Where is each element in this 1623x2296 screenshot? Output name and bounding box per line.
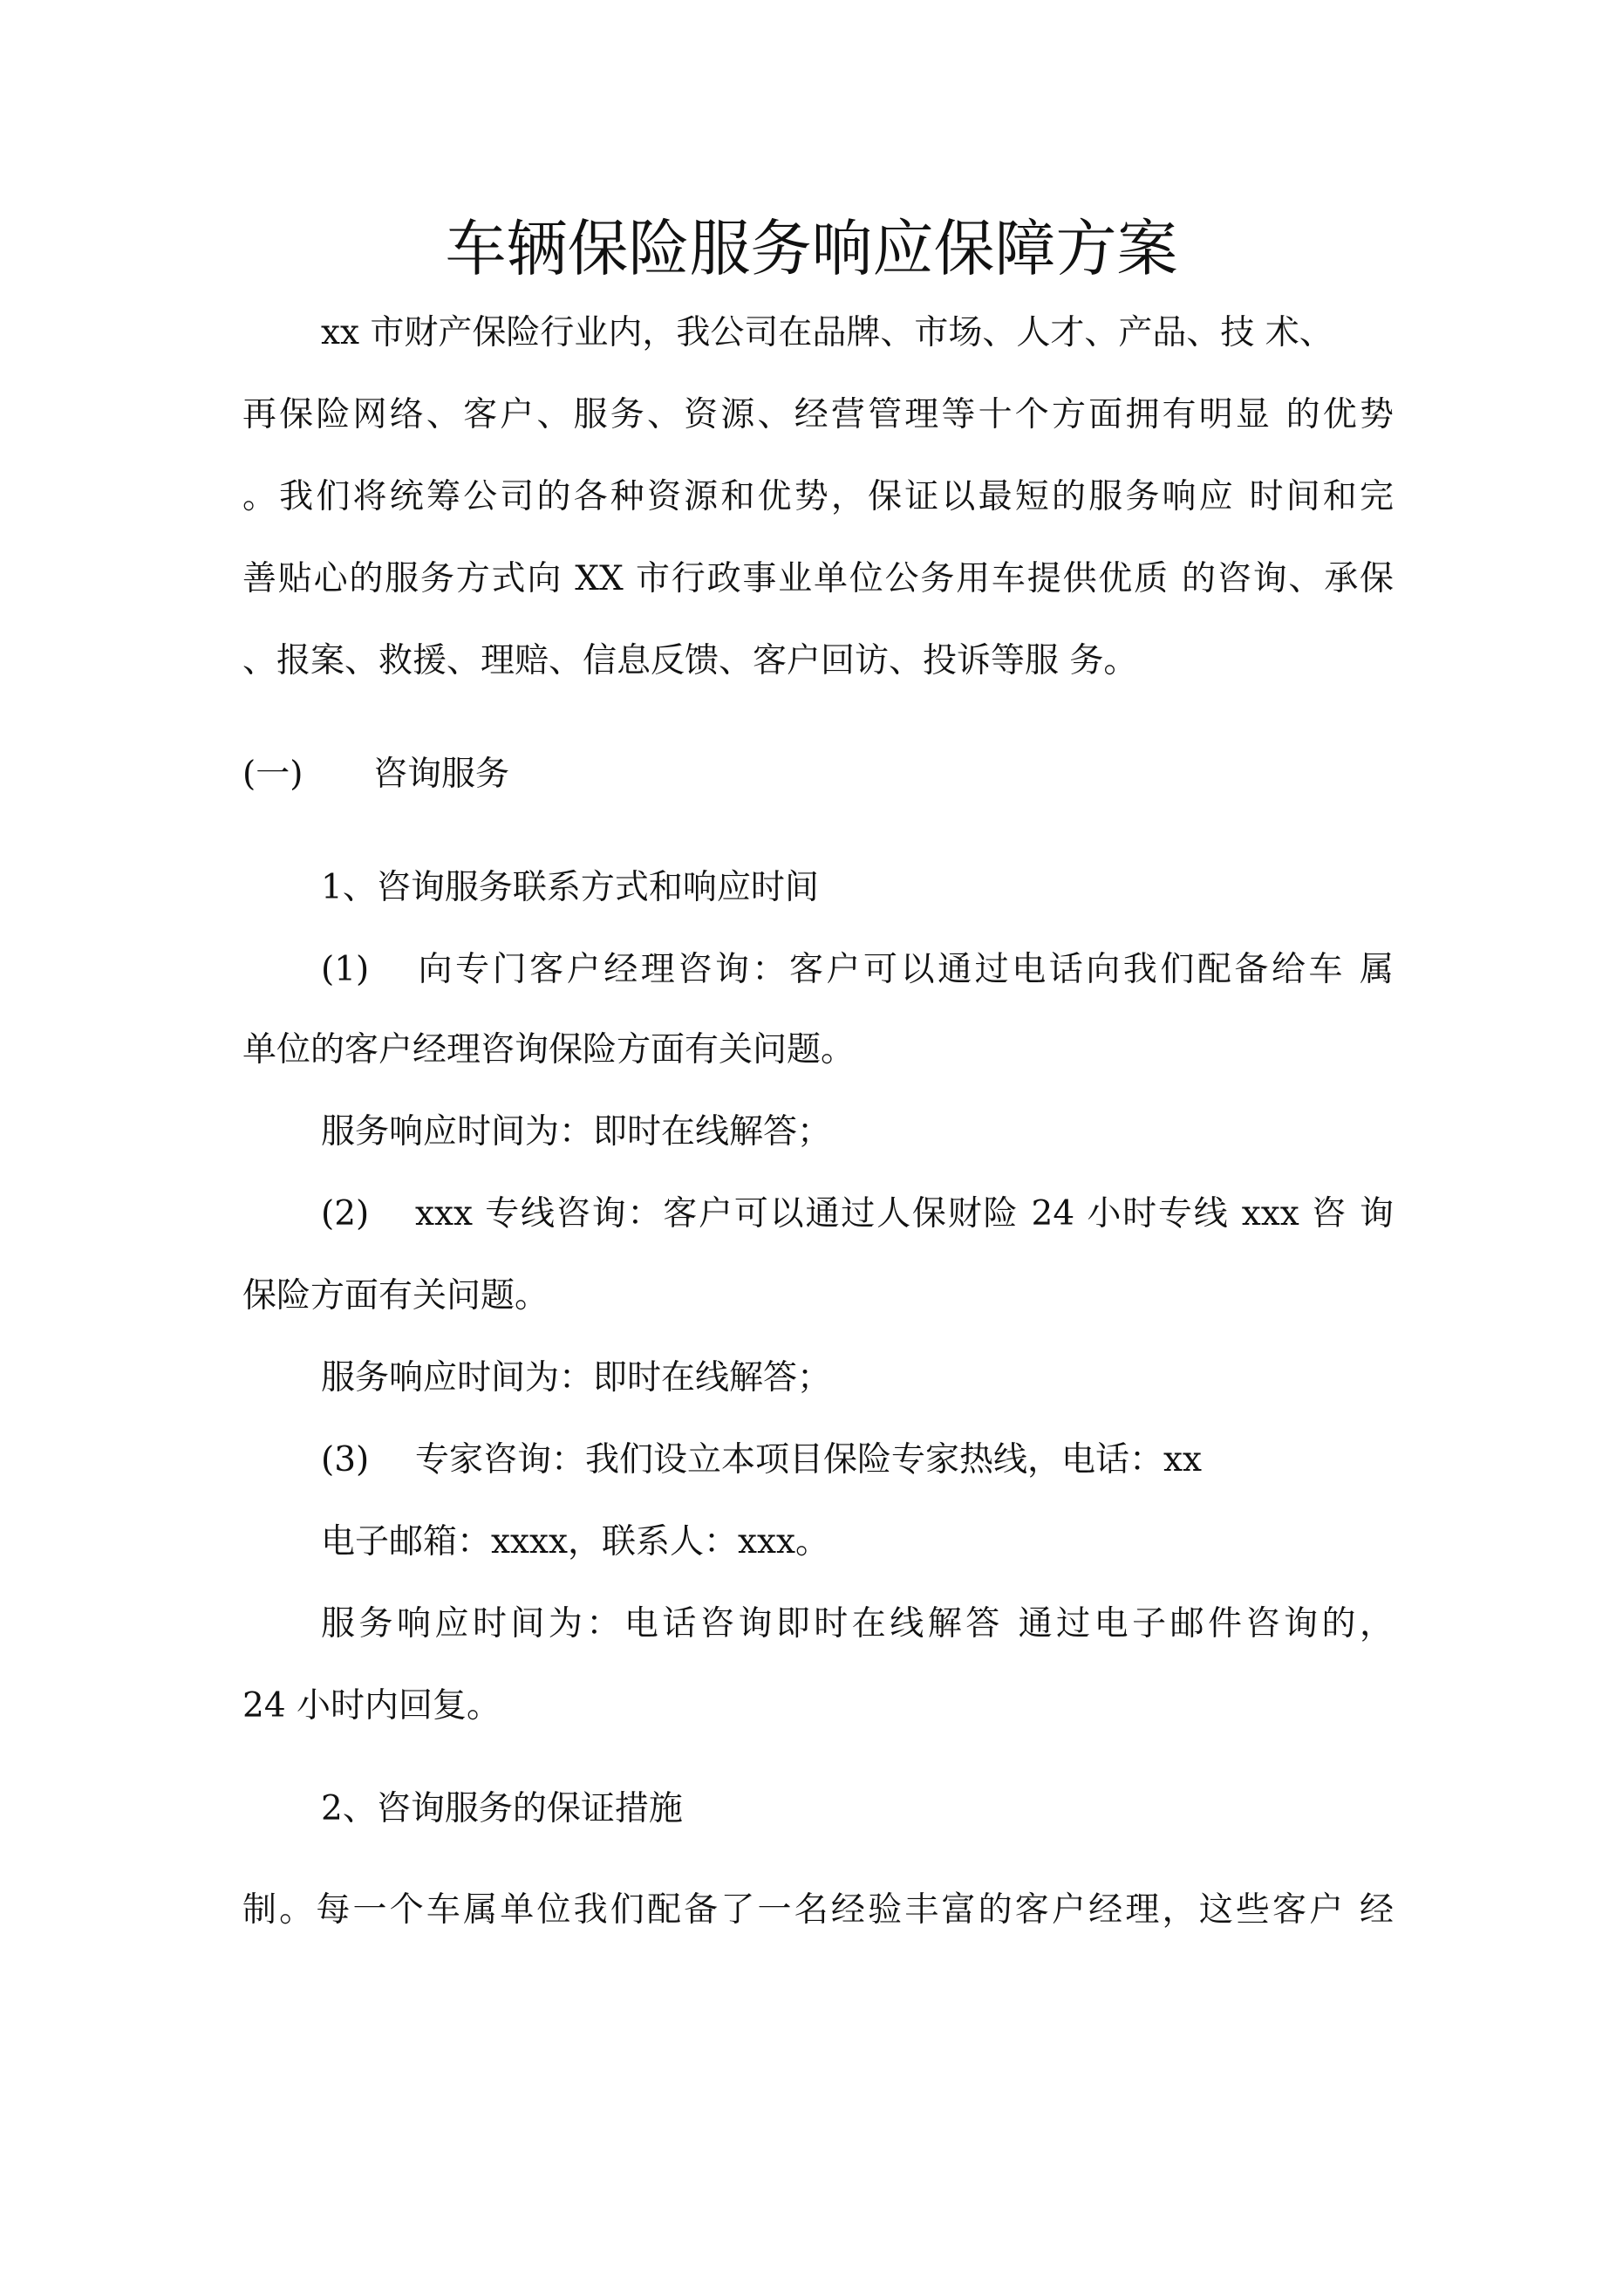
- body-last-line: 制。每一个车属单位我们配备了一名经验丰富的客户经理，这些客户 经: [242, 1890, 1394, 1930]
- item-2-title: 2、咨询服务的保证措施: [321, 1789, 683, 1828]
- sub-2-response: 服务响应时间为：即时在线解答；: [321, 1358, 832, 1397]
- intro-line-3: 。我们将统筹公司的各种资源和优势，保证以最短的服务响应 时间和完: [242, 477, 1394, 516]
- section-title: 咨询服务: [373, 755, 510, 794]
- sub-1-line-1: [321, 944, 1394, 996]
- intro-line-4: 善贴心的服务方式向 XX 市行政事业单位公务用车提供优质 的咨询、承保: [242, 559, 1394, 598]
- sub-2-number: (2): [321, 1194, 370, 1233]
- sub-3-line-1: [321, 1434, 1394, 1486]
- sub-2-line-2: 保险方面有关问题。: [242, 1276, 549, 1315]
- sub-2-line-1: [321, 1188, 1394, 1240]
- sub-3-line-2: 电子邮箱：xxxx，联系人：xxx。: [321, 1522, 829, 1561]
- intro-line-5: 、报案、救援、理赔、信息反馈、客户回访、投诉等服 务。: [242, 641, 1138, 680]
- sub-1-response: 服务响应时间为：即时在线解答；: [321, 1112, 832, 1151]
- sub-3-text: 专家咨询：我们设立本项目保险专家热线，电话：xx: [415, 1440, 1202, 1479]
- intro-line-2: 再保险网络、客户、服务、资源、经营管理等十个方面拥有明显 的优势: [242, 395, 1394, 434]
- intro-line-1: xx 市财产保险行业内，我公司在品牌、市场、人才、产品、技 术、: [321, 313, 1333, 352]
- sub-3-response-1: 服务响应时间为：电话咨询即时在线解答 通过电子邮件咨询的，: [321, 1604, 1394, 1643]
- sub-3-response-2: 24 小时内回复。: [242, 1686, 501, 1725]
- section-number: (一): [242, 755, 303, 794]
- sub-1-line-2: 单位的客户经理咨询保险方面有关问题。: [242, 1030, 856, 1069]
- sub-2-text: xxx 专线咨询：客户可以通过人保财险 24 小时专线 xxx 咨 询: [415, 1194, 1394, 1233]
- section-heading: [242, 748, 1394, 801]
- sub-3-number: (3): [321, 1440, 370, 1479]
- sub-1-text: 向专门客户经理咨询：客户可以通过电话向我们配备给车 属: [415, 950, 1394, 989]
- sub-1-number: (1): [321, 950, 370, 989]
- item-1-title: 1、咨询服务联系方式和响应时间: [321, 868, 819, 907]
- document-title: 车辆保险服务响应保障方案: [445, 213, 1178, 284]
